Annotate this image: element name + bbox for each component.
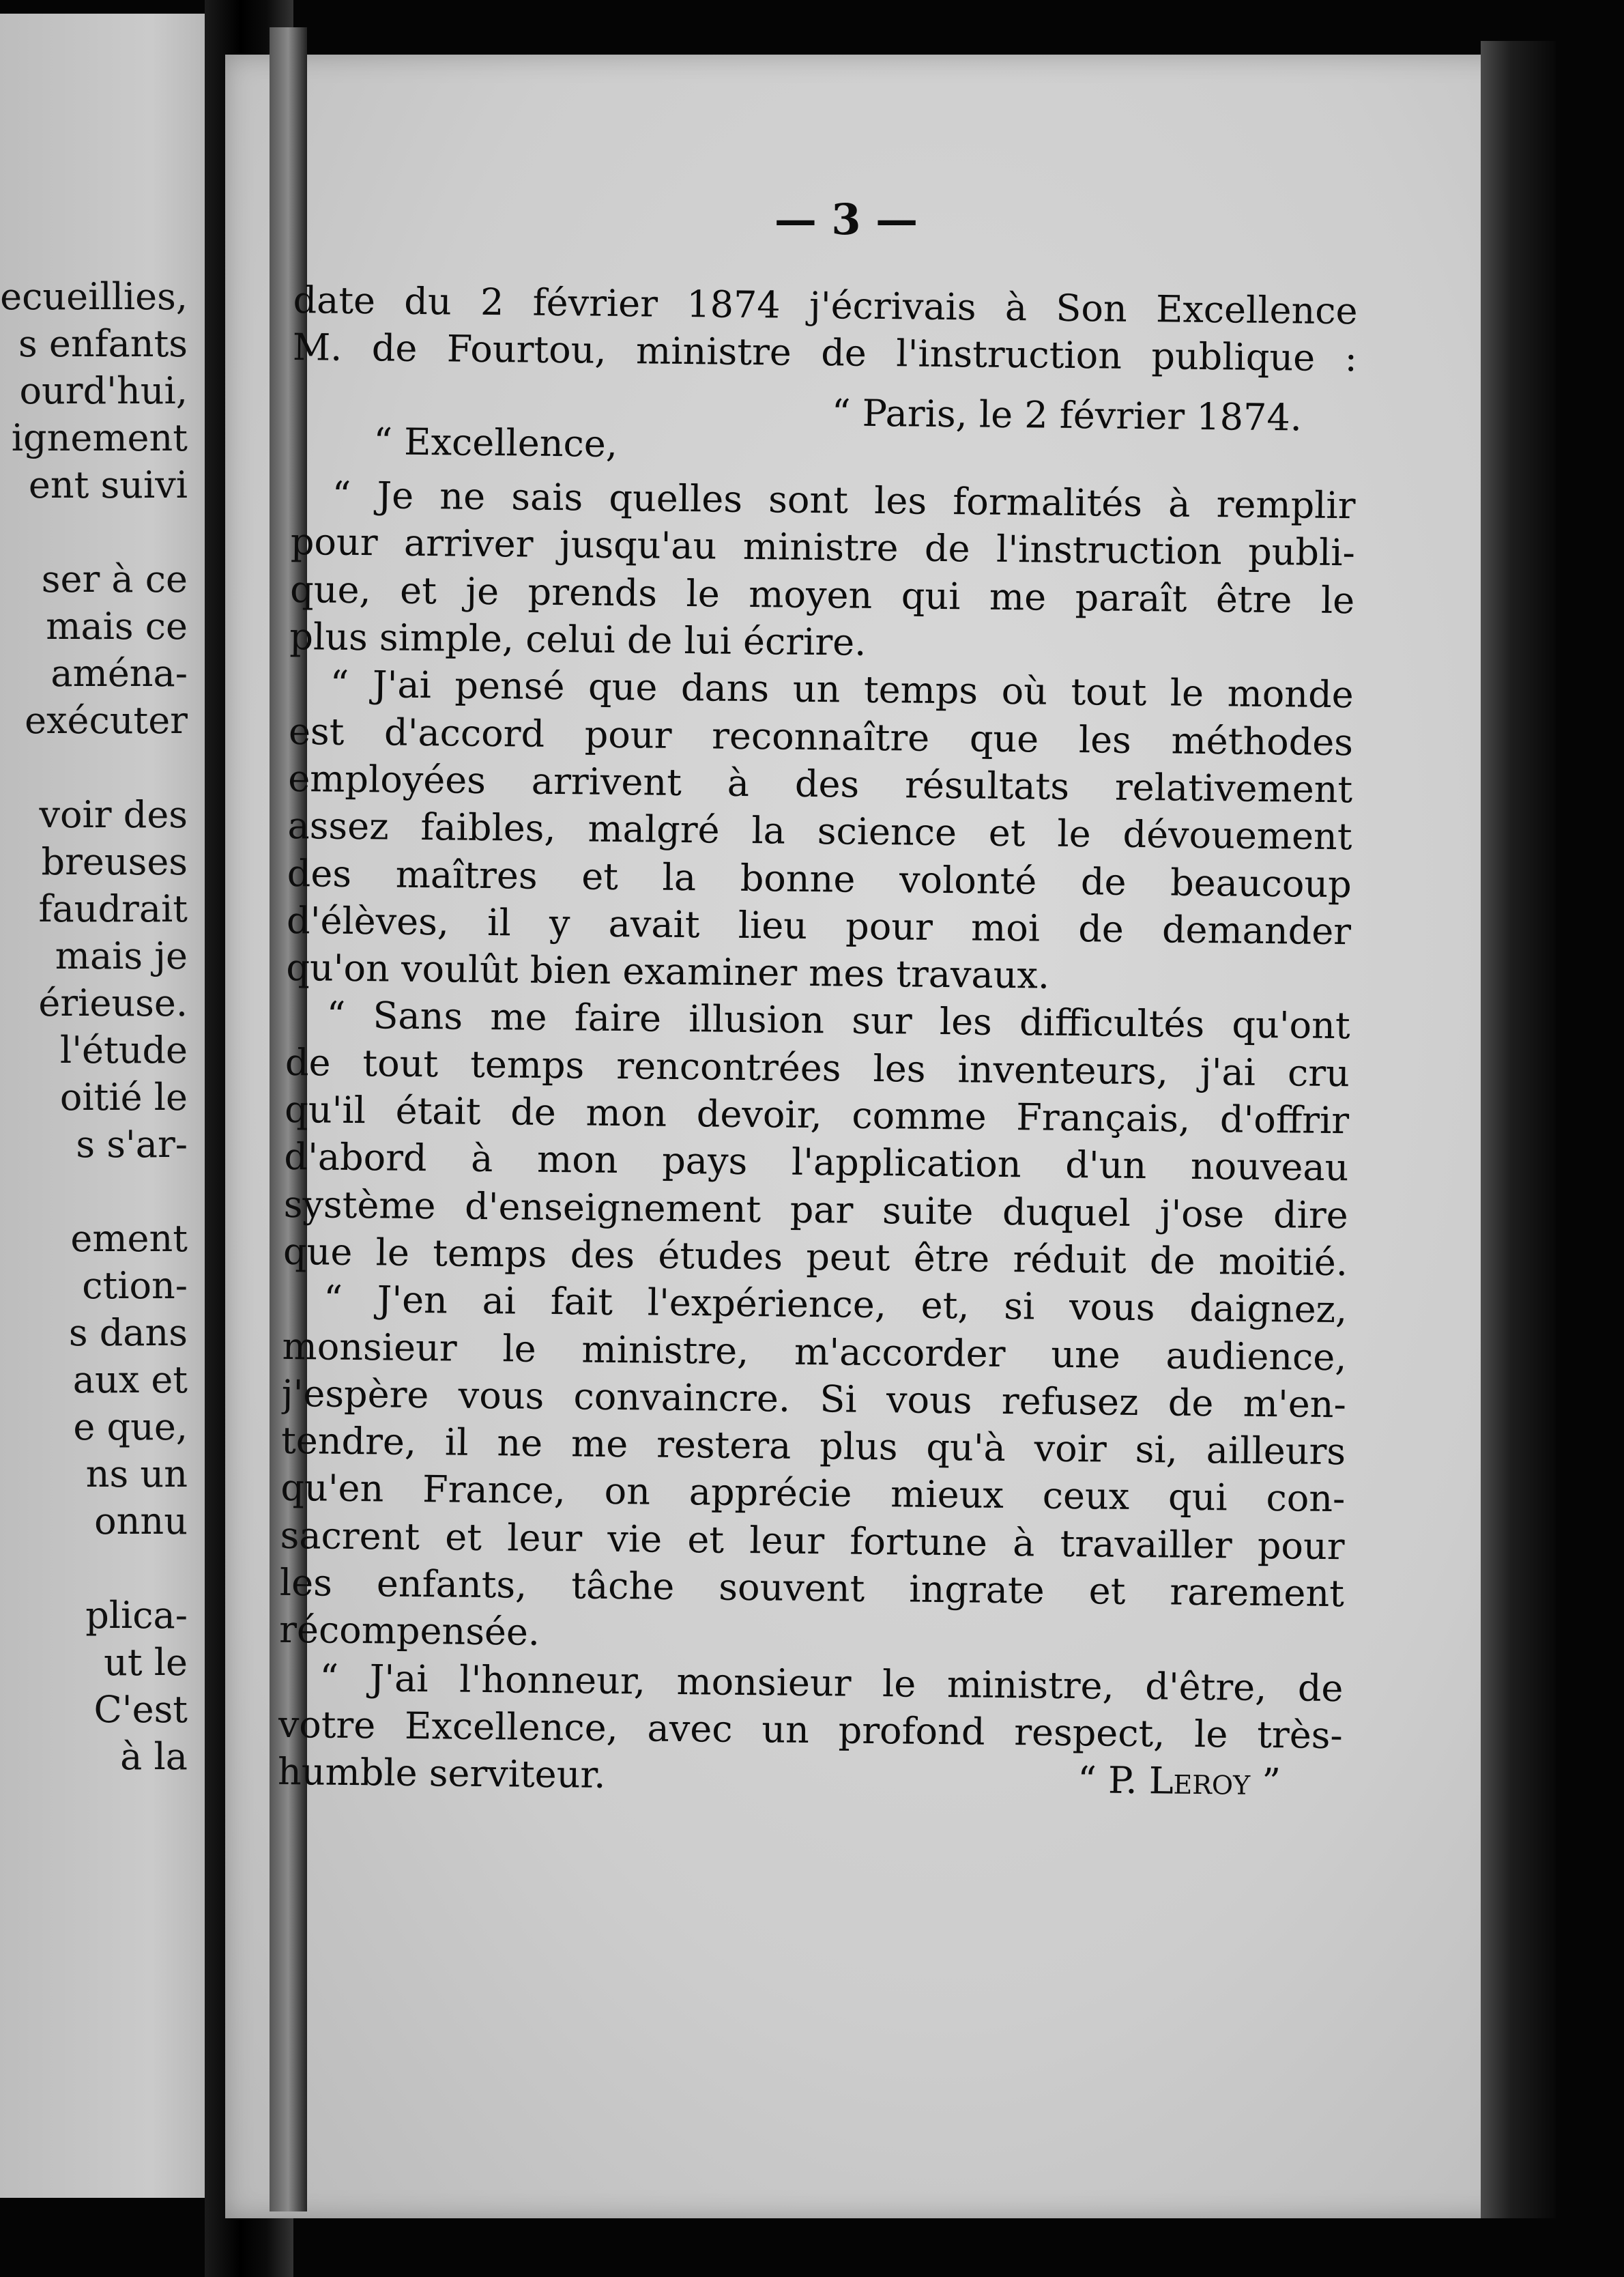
left-page-line: érieuse. [38, 982, 188, 1025]
closing-text: humble serviteur. [277, 1750, 606, 1797]
left-page-line: ction- [82, 1264, 188, 1307]
left-page-line: breuses [41, 840, 188, 883]
text-line: j'espère vous convaincre. Si vous refusez de m'en- [281, 1371, 1347, 1427]
text-line: qu'on voulût bien examiner mes travaux. [286, 946, 1050, 997]
text-line: monsieur le ministre, m'accorder une audience, [282, 1324, 1347, 1379]
book-cover-edge [1481, 41, 1556, 2218]
text-line: “ J'ai l'honneur, monsieur le ministre, d'être, de [319, 1656, 1344, 1710]
left-page-line: mais ce [46, 605, 188, 648]
text-line: plus simple, celui de lui écrire. [289, 615, 867, 664]
intro-line: M. de Fourtou, ministre de l'instruction publique : [292, 326, 1358, 380]
text-line: pour arriver jusqu'au ministre de l'instruction publi- [290, 520, 1356, 575]
text-line: qu'il était de mon devoir, comme Français, d'offrir [284, 1087, 1350, 1143]
place-date: “ Paris, le 2 février 1874. [831, 390, 1303, 440]
paragraph-1 [289, 471, 1356, 672]
text-line: “ Sans me faire illusion sur les difficultés qu'ont [326, 994, 1350, 1048]
text-line: récompensée. [278, 1608, 540, 1655]
left-page-line: aux et [72, 1358, 188, 1401]
paragraph-2 [286, 660, 1354, 1002]
text-line: est d'accord pour reconnaître que les méthodes [288, 709, 1354, 764]
text-line: système d'enseignement par suite duquel j'ose dire [283, 1182, 1349, 1237]
text-line: les enfants, tâche souvent ingrate et rarement [279, 1560, 1345, 1616]
text-line: d'élèves, il y avait lieu pour moi de demander [286, 898, 1352, 954]
intro-line: date du 2 février 1874 j'écrivais à Son Excellence [293, 278, 1358, 333]
signature: “ P. Leroy ” [1077, 1758, 1281, 1804]
letter-body [278, 276, 1358, 1807]
left-page-line: l'étude [59, 1029, 188, 1072]
paragraph-4 [279, 1275, 1348, 1665]
left-page-line: s enfants [18, 322, 188, 365]
paragraph-3 [283, 991, 1350, 1286]
left-page-line [0, 1545, 188, 1592]
left-page-line: ourd'hui, [19, 369, 188, 412]
text-line: “ Je ne sais quelles sont les formalités à remplir [332, 473, 1356, 528]
left-page-line: onnu [94, 1500, 188, 1543]
left-page-line: e que, [73, 1405, 188, 1448]
left-page-line: C'est [93, 1688, 188, 1731]
text-line: que le temps des études peut être réduit de moitié. [282, 1229, 1348, 1285]
text-line: assez faibles, malgré la science et le dévouement [287, 804, 1352, 859]
left-page-line: faudrait [38, 887, 188, 930]
left-page-line: ent suivi [28, 463, 188, 506]
left-page-line [0, 744, 188, 791]
left-page-line: plica- [85, 1594, 188, 1637]
left-page-line: voir des [39, 793, 188, 836]
text-line: des maîtres et la bonne volonté de beaucoup [287, 851, 1352, 906]
left-page-line: à la [120, 1735, 188, 1778]
paragraph-5 [278, 1653, 1344, 1806]
left-page-line: ser à ce [41, 558, 188, 601]
left-page-line: ecueillies, [0, 275, 188, 318]
left-page-line: mais je [55, 934, 188, 977]
text-line: qu'en France, on apprécie mieux ceux qui con- [280, 1466, 1346, 1521]
salutation: “ Excellence, [373, 420, 618, 466]
left-page-line: oitié le [59, 1076, 188, 1119]
left-page-line: s s'ar- [76, 1123, 188, 1166]
text-line: tendre, il ne me restera plus qu'à voir si, ailleurs [280, 1419, 1346, 1474]
left-page-line: s dans [68, 1311, 188, 1354]
text-line: de tout temps rencontrées les inventeurs, j'ai cru [285, 1040, 1350, 1095]
text-line: “ J'en ai fait l'expérience, et, si vous daignez, [323, 1277, 1348, 1332]
text-line: sacrent et leur vie et leur fortune à travailler pour [280, 1513, 1345, 1568]
left-page-line [0, 1168, 188, 1215]
text-line: votre Excellence, avec un profond respect, le très- [278, 1702, 1344, 1758]
text-line: “ J'ai pensé que dans un temps où tout le monde [330, 662, 1354, 717]
page-number: — 3 — [774, 195, 918, 244]
left-page-text [0, 273, 188, 1780]
left-page-line: ut le [104, 1641, 188, 1684]
left-page-line: ement [70, 1217, 188, 1260]
left-page-line: ns un [85, 1452, 188, 1495]
left-page-line: aména- [50, 652, 188, 695]
text-line: employées arrivent à des résultats relativement [287, 756, 1353, 812]
text-line: que, et je prends le moyen qui me paraît être le [289, 567, 1355, 622]
left-page-line: ignement [11, 416, 188, 459]
left-page-line [0, 509, 188, 556]
text-line: d'abord à mon pays l'application d'un nouveau [284, 1135, 1349, 1190]
left-page-line: exécuter [25, 699, 188, 742]
